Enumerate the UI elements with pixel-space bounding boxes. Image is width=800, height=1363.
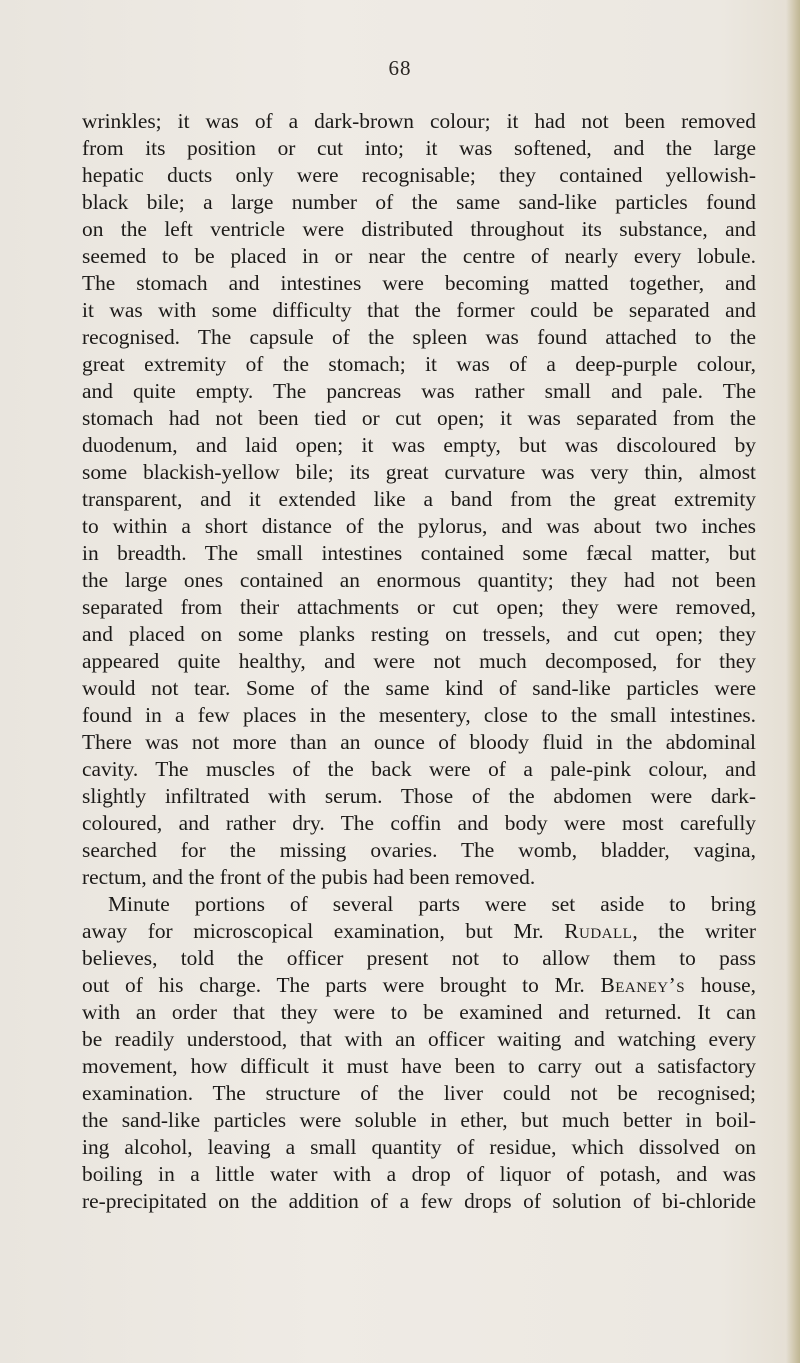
text-line: coloured, and rather dry. The coffin and body were most carefully — [82, 811, 756, 835]
text-line: the large ones contained an enormous quantity; they had not been — [82, 568, 756, 592]
text-fragment: , the writer — [632, 919, 757, 943]
text-line: recognised. The capsule of the spleen was found attached to the — [82, 325, 756, 349]
paragraph-end-line: rectum, and the front of the pubis had been removed. — [82, 865, 536, 889]
text-line: black bile; a large number of the same sand-like particles found — [82, 190, 756, 214]
text-line: believes, told the officer present not to allow them to pass — [82, 946, 756, 970]
text-line: in breadth. The small intestines contained some fæcal matter, but — [82, 541, 756, 565]
text-line: ing alcohol, leaving a small quantity of residue, which dissolved on — [82, 1135, 756, 1159]
text-line: would not tear. Some of the same kind of sand-like particles were — [82, 676, 756, 700]
text-line: and placed on some planks resting on tressels, and cut open; they — [82, 622, 756, 646]
text-fragment: away for microscopical examination, but Mr. — [82, 919, 565, 943]
text-line: transparent, and it extended like a band from the great extremity — [82, 487, 756, 511]
text-line: The stomach and intestines were becoming matted together, and — [82, 271, 756, 295]
text-line: the sand-like particles were soluble in ether, but much better in boil- — [82, 1108, 756, 1132]
text-line: on the left ventricle were distributed throughout its substance, and — [82, 217, 756, 241]
page-number: 68 — [388, 56, 412, 80]
text-line: cavity. The muscles of the back were of a pale-pink colour, and — [82, 757, 756, 781]
text-line: seemed to be placed in or near the centre of nearly every lobule. — [82, 244, 756, 268]
text-line: movement, how difficult it must have been to carry out a satisfactory — [82, 1054, 756, 1078]
text-line: searched for the missing ovaries. The womb, bladder, vagina, — [82, 838, 756, 862]
text-line: wrinkles; it was of a dark-brown colour; it had not been removed — [82, 109, 756, 133]
text-line: examination. The structure of the liver could not be recognised; — [82, 1081, 756, 1105]
text-line: from its position or cut into; it was softened, and the large — [82, 136, 756, 160]
person-name-rudall: Rudall — [564, 919, 633, 943]
page-edge-shadow — [786, 0, 800, 1363]
text-line: some blackish-yellow bile; its great curvature was very thin, almost — [82, 460, 756, 484]
text-line: it was with some difficulty that the former could be separated and — [82, 298, 756, 322]
text-line: be readily understood, that with an officer waiting and watching every — [82, 1027, 756, 1051]
text-line: hepatic ducts only were recognisable; they contained yellowish- — [82, 163, 756, 187]
person-name-beaney: Beaney’s — [600, 973, 686, 997]
text-line — [82, 918, 756, 945]
text-line: separated from their attachments or cut open; they were removed, — [82, 595, 756, 619]
text-fragment: out of his charge. The parts were brought to Mr. — [82, 973, 601, 997]
text-line: great extremity of the stomach; it was of a deep-purple colour, — [82, 352, 756, 376]
text-line: boiling in a little water with a drop of liquor of potash, and was — [82, 1162, 756, 1186]
body-text — [82, 108, 756, 1215]
text-line — [82, 972, 756, 999]
text-line: and quite empty. The pancreas was rather small and pale. The — [82, 379, 756, 403]
text-line: re-precipitated on the addition of a few drops of solution of bi-chloride — [82, 1189, 756, 1213]
text-line: There was not more than an ounce of bloody fluid in the abdominal — [82, 730, 756, 754]
text-line: stomach had not been tied or cut open; it was separated from the — [82, 406, 756, 430]
text-line: found in a few places in the mesentery, close to the small intestines. — [82, 703, 756, 727]
text-line: slightly infiltrated with serum. Those of the abdomen were dark- — [82, 784, 756, 808]
text-line: appeared quite healthy, and were not much decomposed, for they — [82, 649, 756, 673]
paragraph-start-line: Minute portions of several parts were set aside to bring — [108, 892, 756, 916]
text-line: with an order that they were to be examined and returned. It can — [82, 1000, 756, 1024]
text-line: duodenum, and laid open; it was empty, but was discoloured by — [82, 433, 756, 457]
text-line: to within a short distance of the pylorus, and was about two inches — [82, 514, 756, 538]
text-fragment: house, — [685, 973, 756, 997]
